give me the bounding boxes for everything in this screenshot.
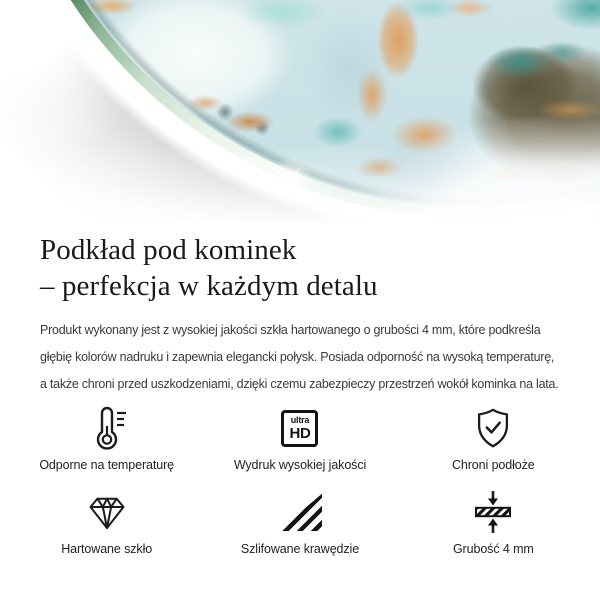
feature-thickness bbox=[453, 488, 534, 556]
thermometer-icon bbox=[83, 404, 131, 452]
feature-print-quality bbox=[234, 404, 366, 472]
feature-label: Hartowane szkło bbox=[61, 542, 153, 556]
description-line: a także chroni przed uszkodzeniami, dzięki czemu zabezpieczy przestrzeń wokół kominka na lata. bbox=[40, 377, 559, 391]
product-description bbox=[40, 317, 560, 398]
feature-protects-floor bbox=[452, 404, 535, 472]
page-title bbox=[40, 232, 560, 304]
feature-temperature bbox=[39, 404, 174, 472]
description-line: Produkt wykonany jest z wysokiej jakości szkła hartowanego o grubości 4 mm, które podkreśla bbox=[40, 323, 541, 337]
description-line: głębię kolorów nadruku i zapewnia elegancki połysk. Posiada odporność na wysoką temperaturę, bbox=[40, 350, 555, 364]
feature-label: Chroni podłoże bbox=[451, 458, 535, 472]
feature-tempered-glass bbox=[61, 488, 152, 556]
product-description-section bbox=[0, 232, 600, 556]
feature-label: Szlifowane krawędzie bbox=[240, 542, 360, 556]
feature-label: Odporne na temperaturę bbox=[39, 458, 175, 472]
ultra-hd-badge-bottom: HD bbox=[289, 424, 311, 442]
product-hero-image bbox=[0, 0, 600, 222]
feature-polished-edges bbox=[241, 488, 359, 556]
diamond-icon bbox=[84, 488, 130, 536]
ultra-hd-icon bbox=[281, 404, 318, 452]
polished-edges-icon bbox=[278, 488, 322, 536]
ultra-hd-badge-top: ultra bbox=[290, 414, 310, 425]
shield-check-icon bbox=[470, 404, 516, 452]
thickness-4mm-icon bbox=[469, 488, 517, 536]
features-grid bbox=[10, 404, 590, 556]
title-line-1: Podkład pod kominek bbox=[40, 234, 297, 266]
title-line-2: – perfekcja w każdym detalu bbox=[40, 270, 378, 302]
feature-label: Grubość 4 mm bbox=[452, 542, 534, 556]
feature-label: Wydruk wysokiej jakości bbox=[233, 458, 367, 472]
